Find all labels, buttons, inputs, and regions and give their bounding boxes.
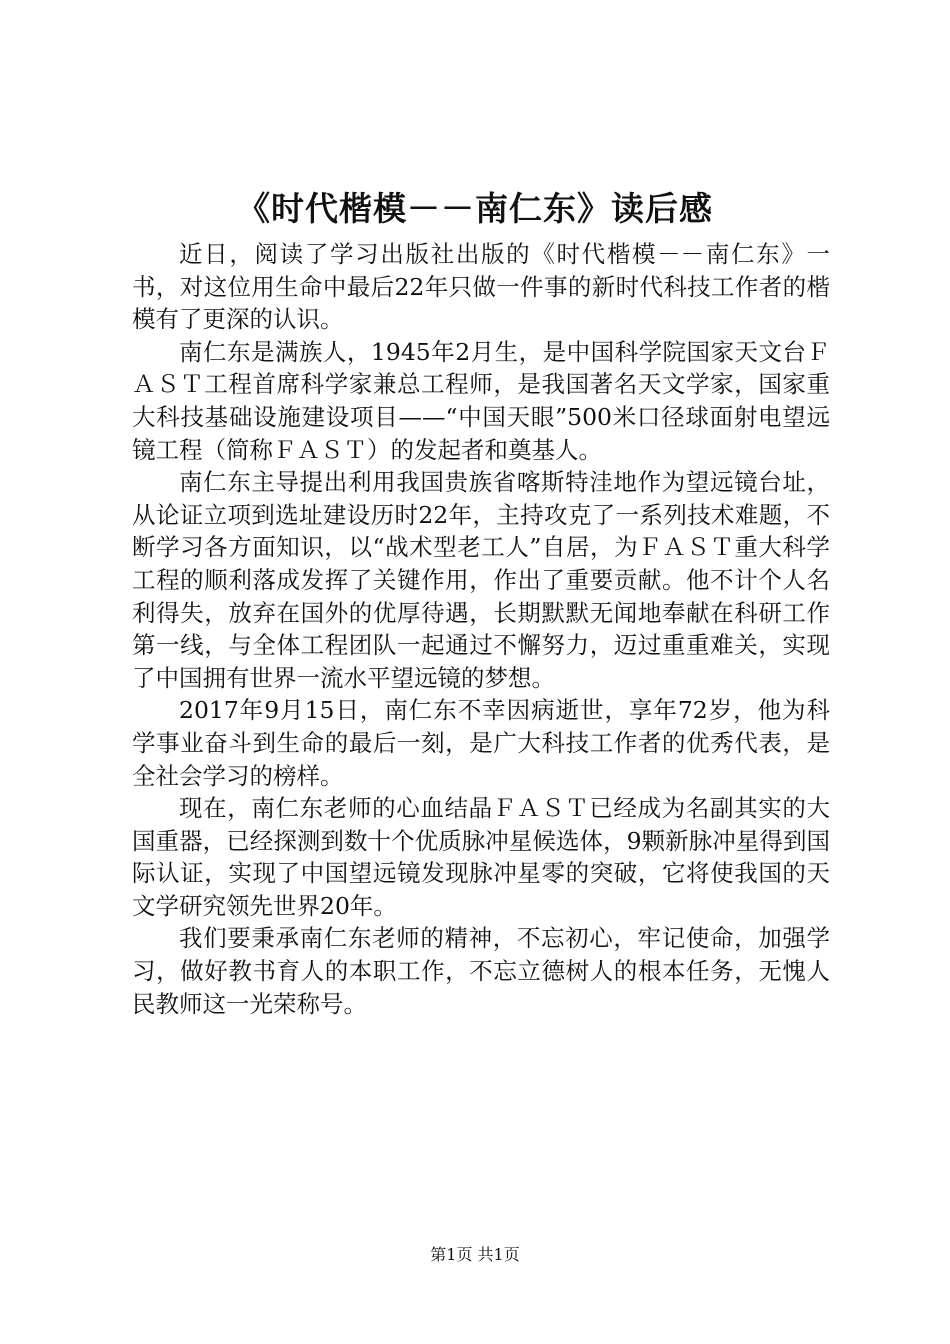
paragraph-4: 2017年9月15日，南仁东不幸因病逝世，享年72岁，他为科学事业奋斗到生命的最后一刻，是广大科技工作者的优秀代表，是全社会学习的榜样。 xyxy=(132,696,830,790)
paragraph-6: 我们要秉承南仁东老师的精神，不忘初心，牢记使命，加强学习，做好教书育人的本职工作，不忘立德树人的根本任务，无愧人民教师这一光荣称号。 xyxy=(132,924,830,1018)
paragraph-2: 南仁东是满族人，1945年2月生，是中国科学院国家天文台ＦＡＳＴ工程首席科学家兼总工程师，是我国著名天文学家，国家重大科技基础设施建设项目——“中国天眼”500米口径球面射电望远镜工程（简称ＦＡＳＴ）的发起者和奠基人。 xyxy=(132,337,830,464)
paragraph-3: 南仁东主导提出利用我国贵族省喀斯特洼地作为望远镜台址，从论证立项到选址建设历时22年，主持攻克了一系列技术难题，不断学习各方面知识，以“战术型老工人”自居，为ＦＡＳＴ重大科学工程的顺利落成发挥了关键作用，作出了重要贡献。他不计个人名利得失，放弃在国外的优厚待遇，长期默默无闻地奉献在科研工作第一线，与全体工程团队一起通过不懈努力，迈过重重难关，实现了中国拥有世界一流水平望远镜的梦想。 xyxy=(132,468,830,692)
document-title: 《时代楷模－－南仁东》读后感 xyxy=(237,189,713,228)
paragraph-1: 近日，阅读了学习出版社出版的《时代楷模－－南仁东》一书，对这位用生命中最后22年只做一件事的新时代科技工作者的楷模有了更深的认识。 xyxy=(132,240,830,334)
document-body xyxy=(132,238,830,1020)
paragraph-5: 现在，南仁东老师的心血结晶ＦＡＳＴ已经成为名副其实的大国重器，已经探测到数十个优质脉冲星候选体，9颗新脉冲星得到国际认证，实现了中国望远镜发现脉冲星零的突破，它将使我国的天文学研究领先世界20年。 xyxy=(132,794,830,920)
page-number-footer: 第1页 共1页 xyxy=(430,1245,520,1264)
